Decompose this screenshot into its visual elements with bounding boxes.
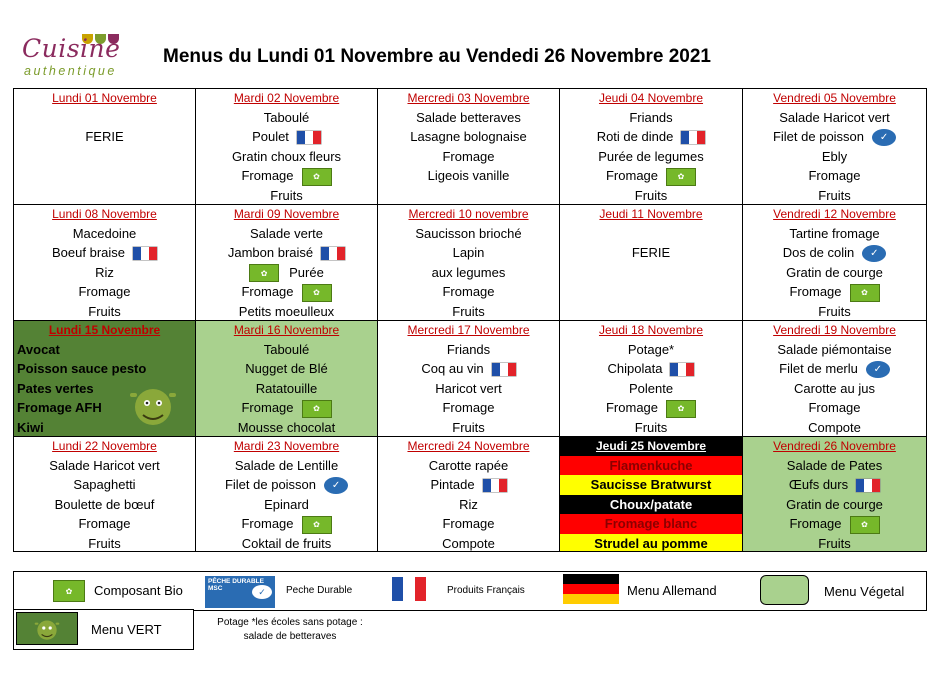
day-cell bbox=[560, 437, 743, 551]
day-header: Vendredi 12 Novembre bbox=[773, 207, 896, 221]
menu-item-text: Carotte au jus bbox=[794, 380, 875, 396]
menu-item bbox=[196, 514, 377, 533]
menu-item bbox=[196, 456, 377, 475]
menu-item-text: Potage* bbox=[627, 342, 675, 357]
legend-peche-label: Peche Durable bbox=[286, 585, 353, 596]
day-cell bbox=[743, 321, 926, 437]
menu-item bbox=[196, 534, 377, 551]
menu-item-text: aux legumes bbox=[431, 264, 506, 280]
menu-item bbox=[14, 282, 195, 301]
menu-item bbox=[560, 514, 742, 533]
menu-item-text: Fromage bbox=[789, 284, 842, 300]
legend-shrek-icon bbox=[33, 613, 61, 643]
menu-item bbox=[560, 243, 742, 262]
logo-word: Cuisine bbox=[22, 34, 121, 63]
menu-item-text: Œufs durs bbox=[788, 477, 849, 493]
menu-item-text: Strudel au pomme bbox=[594, 535, 708, 551]
legend-bio-icon: ✿ bbox=[53, 580, 85, 602]
menu-item bbox=[743, 340, 926, 359]
french-flag-icon bbox=[133, 247, 157, 260]
menu-item-text: Fromage bbox=[808, 400, 861, 416]
menu-item-text: Polente bbox=[628, 380, 674, 396]
menu-item-text: Filet de poisson bbox=[224, 477, 317, 493]
msc-fish-icon: ✓ bbox=[866, 361, 890, 378]
menu-item bbox=[378, 418, 559, 437]
menu-item bbox=[196, 418, 377, 437]
menu-item-text: Compote bbox=[808, 419, 861, 435]
legend-msc-icon bbox=[205, 576, 275, 608]
french-flag-icon bbox=[483, 479, 507, 492]
bio-leaf-icon: ✿ bbox=[302, 516, 332, 534]
menu-item bbox=[743, 514, 926, 533]
menu-item bbox=[196, 379, 377, 398]
day-header: Mardi 16 Novembre bbox=[233, 323, 340, 337]
day-menu bbox=[196, 108, 377, 205]
menu-item-text: Pates vertes bbox=[17, 380, 94, 396]
menu-item-text: Fromage bbox=[442, 284, 495, 300]
menu-item bbox=[196, 243, 377, 262]
menu-item bbox=[378, 282, 559, 301]
menu-item bbox=[14, 127, 195, 146]
menu-item-text: Fromage bbox=[442, 148, 495, 164]
menu-item bbox=[196, 224, 377, 243]
legend-vert-label: Menu VERT bbox=[91, 622, 162, 637]
day-cell bbox=[14, 205, 196, 321]
menu-item bbox=[743, 263, 926, 282]
day-cell bbox=[14, 89, 196, 205]
day-cell bbox=[196, 205, 378, 321]
menu-item bbox=[378, 127, 559, 146]
day-header: Mardi 09 Novembre bbox=[233, 207, 340, 221]
menu-item bbox=[743, 282, 926, 301]
menu-item-text: Fromage bbox=[78, 516, 131, 532]
menu-item-text: Friands bbox=[446, 342, 491, 357]
menu-item-text: Fruits bbox=[818, 187, 851, 203]
menu-item bbox=[196, 475, 377, 494]
msc-text: PÊCHE DURABLE MSC bbox=[208, 578, 264, 592]
day-menu bbox=[378, 456, 559, 551]
menu-item bbox=[743, 359, 926, 378]
menu-item-text: Ebly bbox=[821, 148, 848, 164]
day-menu bbox=[560, 224, 742, 263]
day-menu bbox=[196, 340, 377, 437]
menu-item-text: Lasagne bolognaise bbox=[410, 129, 527, 145]
bio-leaf-icon: ✿ bbox=[302, 400, 332, 418]
menu-item bbox=[743, 379, 926, 398]
menu-item bbox=[196, 302, 377, 321]
menu-item-text: Fromage bbox=[605, 168, 659, 184]
menu-item bbox=[196, 127, 377, 146]
menu-item-text: Taboulé bbox=[263, 342, 310, 357]
menu-item-text: Fromage bbox=[442, 400, 495, 416]
day-cell bbox=[743, 89, 926, 205]
menu-item-text: Sapaghetti bbox=[73, 477, 136, 493]
legend-german-flag-icon bbox=[563, 574, 619, 604]
menu-item bbox=[196, 186, 377, 205]
menu-item-text: FERIE bbox=[85, 129, 124, 145]
menu-item bbox=[743, 495, 926, 514]
menu-item-text: Coktail de fruits bbox=[241, 535, 332, 551]
menu-item bbox=[14, 224, 195, 243]
menu-item bbox=[743, 166, 926, 185]
menu-item-text: Salade betteraves bbox=[416, 110, 521, 125]
menu-item bbox=[743, 475, 926, 494]
menu-item bbox=[196, 495, 377, 514]
menu-item-text: Petits moeulleux bbox=[238, 303, 335, 319]
menu-item-text: Carotte rapée bbox=[428, 458, 509, 473]
menu-item bbox=[14, 302, 195, 321]
menu-item-text: Purée bbox=[289, 264, 324, 280]
menu-item-text: Fruits bbox=[818, 535, 851, 551]
msc-fish-icon: ✓ bbox=[324, 477, 348, 494]
menu-item-text: Friands bbox=[629, 110, 673, 125]
menu-item-text: Mousse chocolat bbox=[237, 419, 336, 435]
menu-item bbox=[196, 108, 377, 127]
day-menu bbox=[378, 340, 559, 437]
menu-item-text: Purée de legumes bbox=[598, 148, 704, 164]
menu-item-text: Dos de colin bbox=[782, 245, 855, 261]
menu-item bbox=[560, 534, 742, 551]
bio-leaf-icon: ✿ bbox=[850, 284, 880, 302]
menu-item bbox=[14, 456, 195, 475]
menu-item-text: Salade de Pates bbox=[786, 458, 883, 473]
logo-tagline: authentique bbox=[24, 64, 117, 78]
day-header: Vendredi 19 Novembre bbox=[773, 323, 896, 337]
menu-item-text: Fromage bbox=[442, 516, 495, 532]
menu-item bbox=[14, 243, 195, 262]
menu-item-text: Kiwi bbox=[17, 419, 44, 435]
menu-item-text: Fruits bbox=[634, 187, 668, 203]
potage-note-line-2: salade de betteraves bbox=[243, 631, 337, 642]
legend-vegetal-label: Menu Végetal bbox=[824, 584, 905, 599]
menu-item bbox=[14, 534, 195, 551]
menu-item bbox=[560, 398, 742, 417]
day-cell bbox=[743, 205, 926, 321]
day-header: Lundi 01 Novembre bbox=[52, 91, 157, 105]
menu-item-text: Taboulé bbox=[263, 110, 310, 125]
day-cell bbox=[378, 89, 560, 205]
menu-item bbox=[196, 398, 377, 417]
menu-item-text: Fromage bbox=[789, 516, 842, 532]
menu-item-text: Gratin de courge bbox=[786, 496, 883, 512]
menu-item-text: Nugget de Blé bbox=[245, 361, 328, 377]
menu-item bbox=[378, 340, 559, 359]
day-menu bbox=[14, 456, 195, 551]
menu-item bbox=[560, 495, 742, 514]
menu-item-text: Gratin de courge bbox=[786, 264, 883, 280]
day-menu bbox=[14, 108, 195, 147]
day-cell bbox=[14, 321, 196, 437]
menu-item bbox=[743, 534, 926, 551]
menu-item-text: Ratatouille bbox=[255, 380, 318, 396]
day-cell bbox=[196, 437, 378, 551]
menu-item-text: Fruits bbox=[634, 419, 668, 435]
menu-item bbox=[378, 263, 559, 282]
msc-fish-icon: ✓ bbox=[872, 129, 896, 146]
day-header: Mercredi 10 novembre bbox=[408, 207, 529, 221]
day-menu bbox=[560, 456, 742, 551]
day-cell bbox=[196, 321, 378, 437]
msc-fish-icon: ✓ bbox=[252, 585, 272, 599]
menu-item-text: Salade piémontaise bbox=[777, 342, 892, 357]
menu-item-text: Fromage AFH bbox=[17, 400, 102, 416]
french-flag-icon bbox=[492, 363, 516, 376]
menu-item-text: Filet de merlu bbox=[779, 361, 858, 377]
day-menu bbox=[560, 340, 742, 437]
menu-item-text: Jambon braisé bbox=[227, 245, 314, 261]
menu-item bbox=[378, 495, 559, 514]
bio-leaf-icon: ✿ bbox=[302, 284, 332, 302]
day-header: Jeudi 04 Novembre bbox=[598, 91, 704, 105]
cuisine-authentique-logo bbox=[18, 30, 138, 82]
menu-item bbox=[743, 302, 926, 321]
menu-item-text: Macedoine bbox=[72, 226, 137, 241]
menu-item bbox=[378, 224, 559, 243]
menu-item-text: Fruits bbox=[88, 303, 121, 319]
day-cell bbox=[196, 89, 378, 205]
french-flag-icon bbox=[681, 131, 705, 144]
menu-item-text: Saucisse Bratwurst bbox=[590, 477, 712, 493]
menu-item-text: Chipolata bbox=[607, 361, 663, 377]
menu-item-text: Epinard bbox=[264, 496, 309, 512]
day-header: Mercredi 03 Novembre bbox=[407, 91, 530, 105]
menu-item bbox=[743, 418, 926, 437]
menu-item bbox=[14, 514, 195, 533]
menu-item-text: FERIE bbox=[631, 245, 671, 261]
menu-item bbox=[560, 359, 742, 378]
menu-item-text: Salade Haricot vert bbox=[49, 458, 160, 473]
legend-francais-label: Produits Français bbox=[447, 585, 525, 596]
menu-item bbox=[743, 224, 926, 243]
menu-item bbox=[14, 340, 195, 359]
menu-item-text: Fromage bbox=[241, 284, 294, 300]
french-flag-icon bbox=[856, 479, 880, 492]
menu-item bbox=[378, 475, 559, 494]
day-header: Jeudi 25 Novembre bbox=[560, 437, 742, 456]
day-cell bbox=[560, 205, 743, 321]
bio-leaf-icon: ✿ bbox=[302, 168, 332, 186]
bio-leaf-icon: ✿ bbox=[666, 168, 696, 186]
legend-french-flag-icon bbox=[392, 577, 426, 601]
menu-item bbox=[560, 340, 742, 359]
legend-bio-label: Composant Bio bbox=[94, 583, 183, 598]
menu-item bbox=[560, 456, 742, 475]
menu-item bbox=[560, 379, 742, 398]
menu-item-text: Saucisson brioché bbox=[415, 226, 522, 241]
menu-item bbox=[743, 186, 926, 205]
menu-item bbox=[14, 263, 195, 282]
menu-item bbox=[378, 379, 559, 398]
menu-item bbox=[743, 127, 926, 146]
menu-item-text: Flamenkuche bbox=[609, 458, 693, 473]
menu-item-text: Fromage bbox=[605, 400, 659, 416]
menu-item-text: Lapin bbox=[452, 245, 485, 261]
menu-item bbox=[560, 186, 742, 205]
day-header: Jeudi 11 Novembre bbox=[599, 207, 703, 221]
french-flag-icon bbox=[297, 131, 321, 144]
menu-item bbox=[196, 166, 377, 185]
menu-item bbox=[743, 147, 926, 166]
menu-item-text: Gratin choux fleurs bbox=[231, 148, 342, 164]
day-header: Vendredi 05 Novembre bbox=[773, 91, 896, 105]
day-menu bbox=[196, 224, 377, 321]
day-cell bbox=[378, 321, 560, 437]
menu-item-text: Fromage bbox=[78, 284, 131, 300]
menu-item bbox=[14, 495, 195, 514]
day-cell bbox=[560, 89, 743, 205]
menu-item bbox=[378, 456, 559, 475]
menu-item bbox=[743, 243, 926, 262]
menu-item bbox=[378, 302, 559, 321]
day-menu bbox=[378, 108, 559, 186]
menu-item bbox=[14, 475, 195, 494]
day-menu bbox=[743, 224, 926, 321]
potage-note-line-1: Potage *les écoles sans potage : bbox=[217, 617, 363, 628]
day-header: Lundi 15 Novembre bbox=[48, 323, 161, 337]
menu-item-text: Poulet bbox=[252, 129, 289, 145]
menu-item-text: Salade de Lentille bbox=[234, 458, 339, 473]
menu-item bbox=[378, 534, 559, 551]
day-menu bbox=[196, 456, 377, 551]
french-flag-icon bbox=[670, 363, 694, 376]
day-header: Mercredi 24 Novembre bbox=[407, 439, 530, 453]
bio-leaf-icon: ✿ bbox=[666, 400, 696, 418]
bio-leaf-icon: ✿ bbox=[249, 264, 279, 282]
legend-vegetal-swatch bbox=[760, 575, 809, 605]
menu-item bbox=[196, 359, 377, 378]
msc-fish-icon: ✓ bbox=[862, 245, 886, 262]
day-cell bbox=[743, 437, 926, 551]
day-cell bbox=[378, 437, 560, 551]
potage-note bbox=[205, 616, 375, 644]
menu-item-text: Ligeois vanille bbox=[427, 168, 510, 184]
shrek-icon bbox=[127, 375, 179, 431]
menu-item-text: Fromage bbox=[808, 168, 861, 184]
menu-item bbox=[196, 263, 377, 282]
day-header: Mardi 23 Novembre bbox=[233, 439, 340, 453]
day-cell bbox=[378, 205, 560, 321]
day-menu bbox=[743, 456, 926, 551]
menu-item-text: Avocat bbox=[17, 342, 60, 357]
menu-item-text: Haricot vert bbox=[435, 380, 502, 396]
day-cell bbox=[560, 321, 743, 437]
menu-item-text: Pintade bbox=[430, 477, 475, 493]
page-title: Menus du Lundi 01 Novembre au Vendedi 26 Novembre 2021 bbox=[163, 46, 712, 67]
day-menu bbox=[743, 340, 926, 437]
menu-item bbox=[14, 108, 195, 127]
menu-item-text: Choux/patate bbox=[609, 496, 693, 512]
menu-grid bbox=[13, 88, 927, 552]
menu-item-text: Tartine fromage bbox=[789, 226, 880, 241]
menu-item-text: Boeuf braise bbox=[52, 245, 125, 261]
menu-item bbox=[743, 456, 926, 475]
menu-item-text: Boulette de bœuf bbox=[54, 496, 155, 512]
day-header: Vendredi 26 Novembre bbox=[773, 439, 896, 453]
menu-item-text: Fruits bbox=[452, 303, 485, 319]
bio-leaf-icon: ✿ bbox=[850, 516, 880, 534]
menu-item-text: Fromage bbox=[241, 516, 294, 532]
menu-item bbox=[560, 475, 742, 494]
day-menu bbox=[743, 108, 926, 205]
menu-item bbox=[743, 108, 926, 127]
menu-item bbox=[560, 108, 742, 127]
day-menu bbox=[560, 108, 742, 205]
day-menu bbox=[14, 224, 195, 321]
menu-item-text: Fromage blanc bbox=[604, 516, 698, 532]
menu-item-text: Roti de dinde bbox=[596, 129, 674, 145]
day-header: Lundi 22 Novembre bbox=[52, 439, 157, 453]
menu-item-text: Compote bbox=[442, 535, 495, 551]
day-header: Mardi 02 Novembre bbox=[233, 91, 340, 105]
menu-item-text: Riz bbox=[95, 264, 114, 280]
menu-item bbox=[560, 147, 742, 166]
menu-item bbox=[196, 340, 377, 359]
menu-item-text: Salade verte bbox=[250, 226, 323, 241]
menu-item bbox=[378, 514, 559, 533]
menu-item bbox=[560, 224, 742, 243]
day-menu bbox=[378, 224, 559, 321]
day-header: Lundi 08 Novembre bbox=[52, 207, 157, 221]
menu-item bbox=[196, 147, 377, 166]
menu-item-text: Fruits bbox=[452, 419, 485, 435]
menu-item bbox=[560, 166, 742, 185]
day-header: Mercredi 17 Novembre bbox=[407, 323, 530, 337]
menu-item bbox=[378, 166, 559, 185]
menu-item bbox=[378, 359, 559, 378]
menu-item-text: Fromage bbox=[241, 168, 294, 184]
menu-item bbox=[743, 398, 926, 417]
menu-item bbox=[196, 282, 377, 301]
menu-item-text: Fruits bbox=[270, 187, 303, 203]
menu-item bbox=[560, 418, 742, 437]
menu-item bbox=[378, 243, 559, 262]
menu-item-text: Coq au vin bbox=[421, 361, 484, 377]
menu-item bbox=[560, 127, 742, 146]
menu-item-text: Fruits bbox=[88, 535, 121, 551]
menu-item-text: Fromage bbox=[241, 400, 294, 416]
menu-item bbox=[378, 108, 559, 127]
legend-allemand-label: Menu Allemand bbox=[627, 583, 717, 598]
menu-item-text: Filet de poisson bbox=[772, 129, 865, 145]
day-header: Jeudi 18 Novembre bbox=[598, 323, 704, 337]
menu-item-text: Salade Haricot vert bbox=[779, 110, 890, 125]
menu-item-text: Fruits bbox=[818, 303, 851, 319]
menu-item-text: Poisson sauce pesto bbox=[17, 361, 147, 377]
menu-item bbox=[378, 398, 559, 417]
menu-item bbox=[378, 147, 559, 166]
french-flag-icon bbox=[321, 247, 345, 260]
day-cell bbox=[14, 437, 196, 551]
menu-item-text: Riz bbox=[459, 496, 478, 512]
